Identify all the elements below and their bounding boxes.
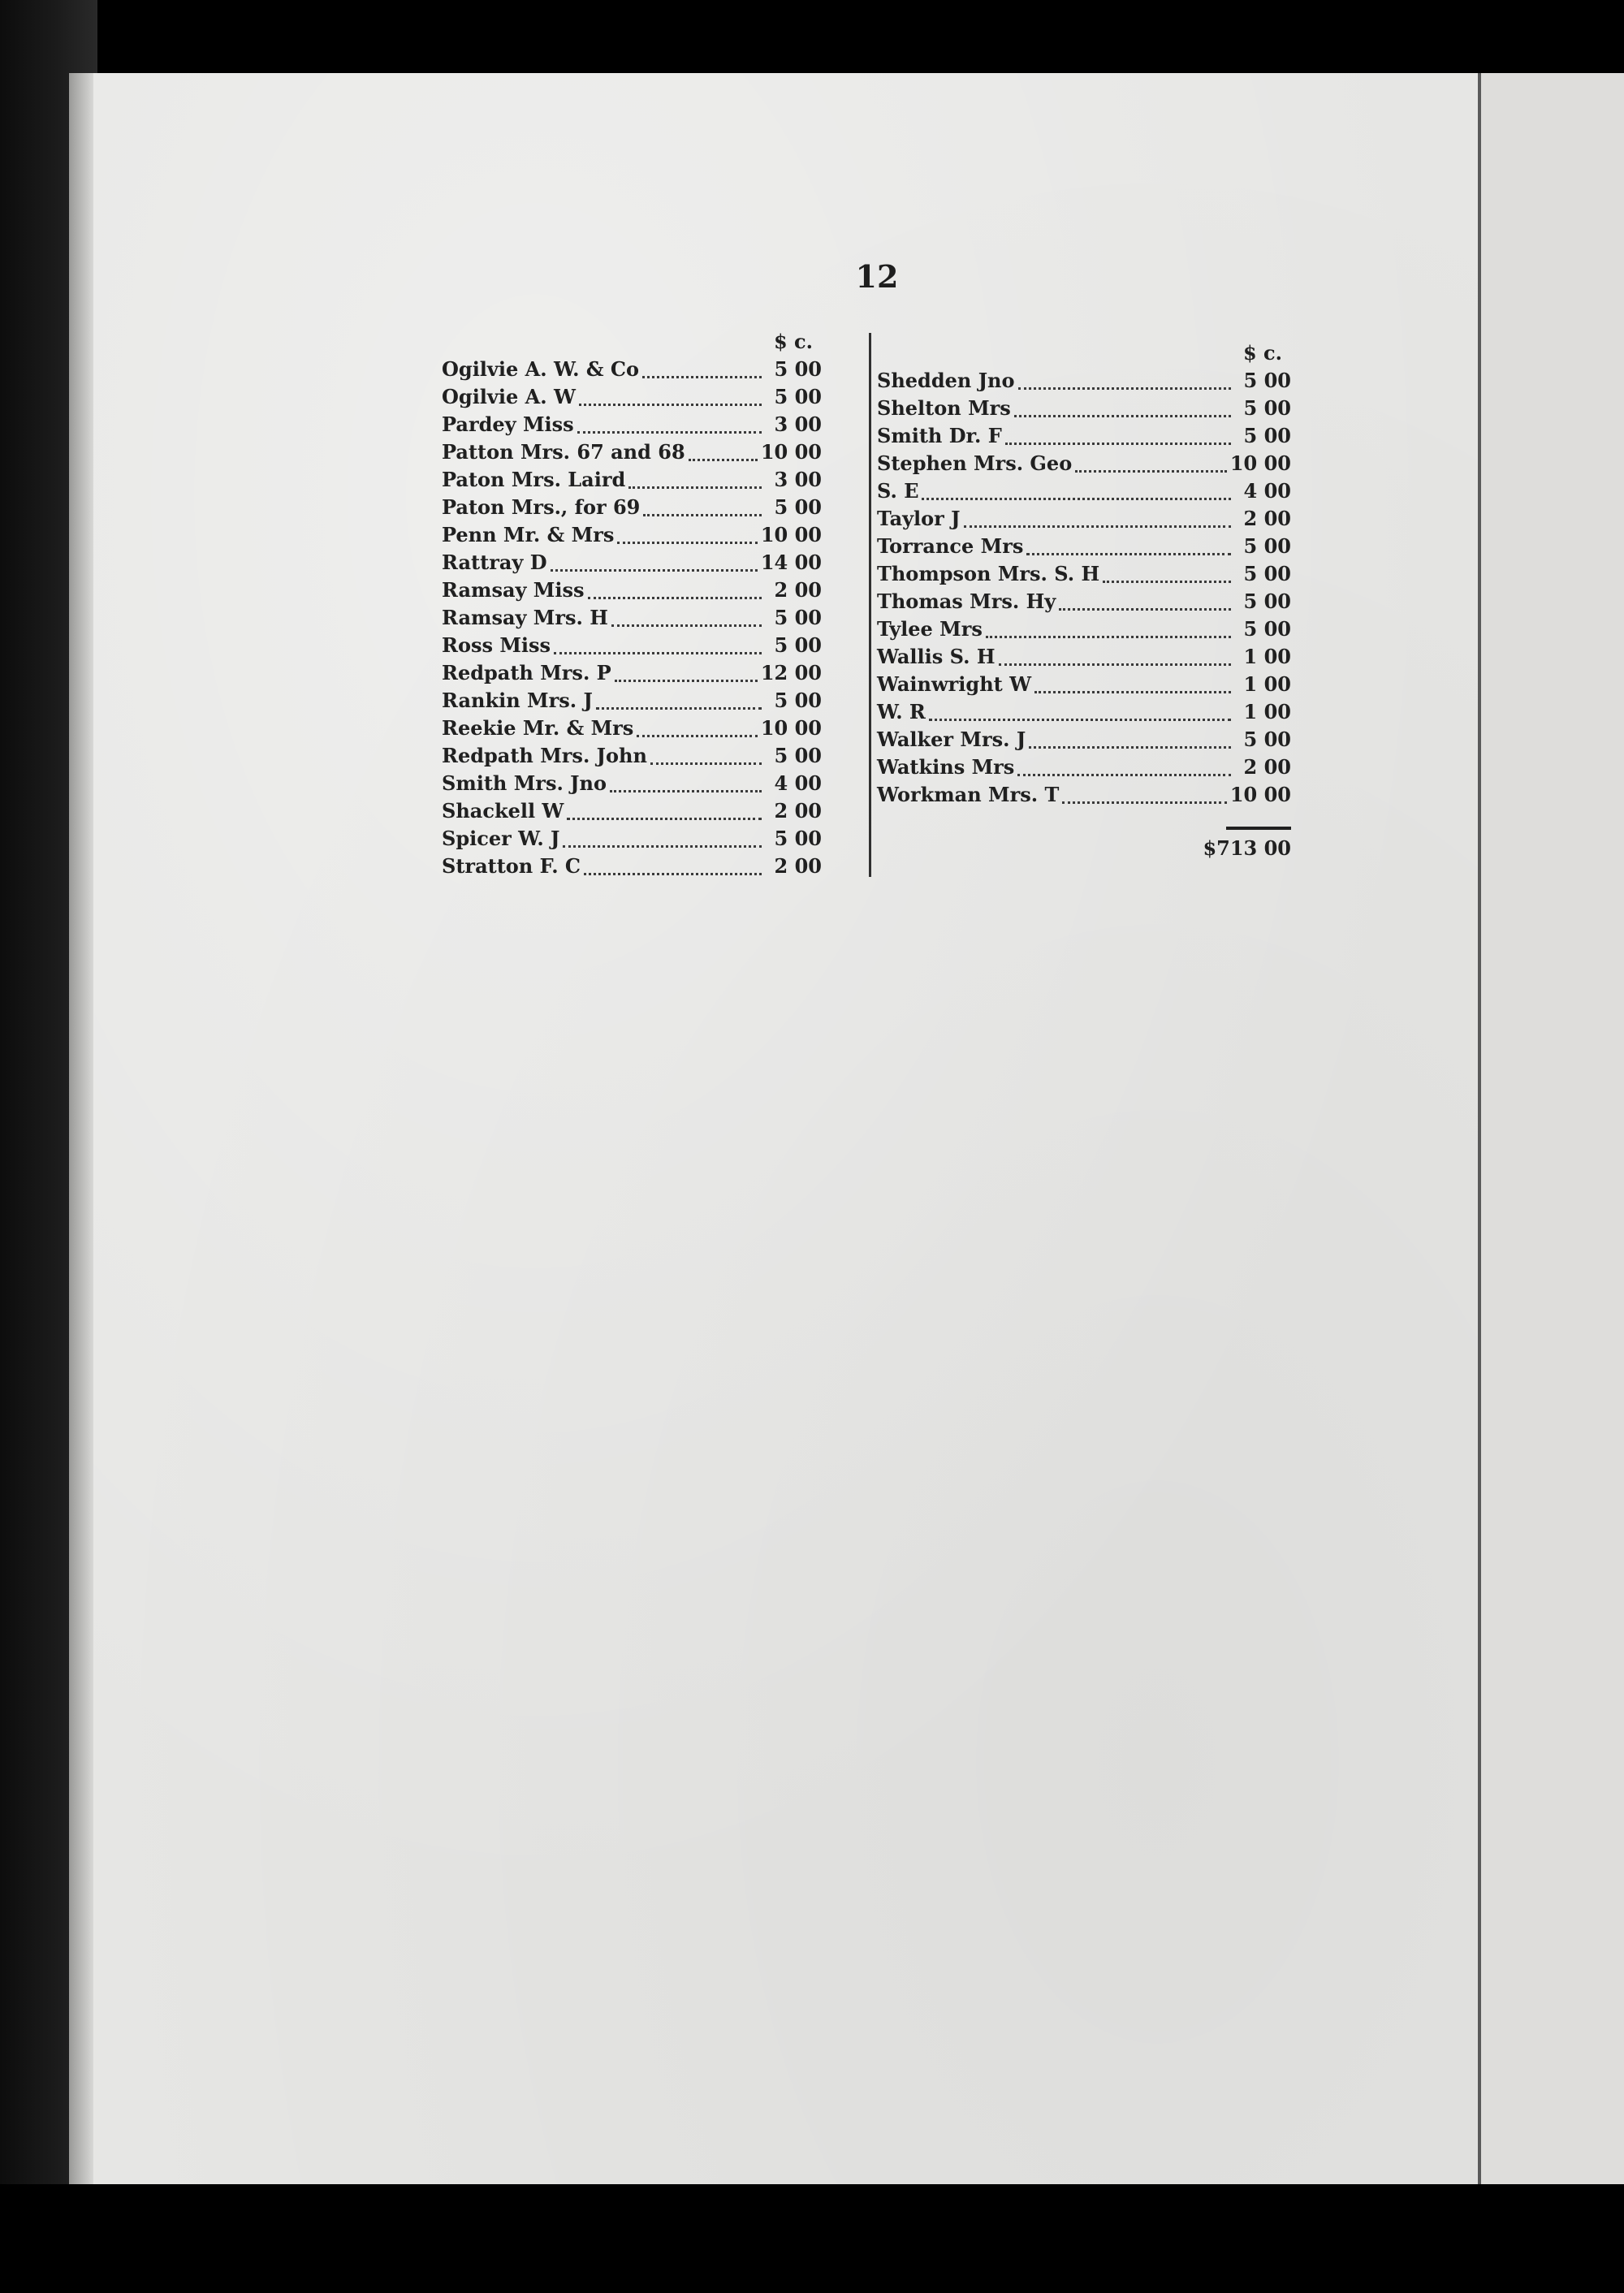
subscriber-name: Ramsay Mrs. H [442,606,608,629]
dot-leader [577,420,762,434]
subscription-entry [877,671,1291,698]
subscription-entry [877,726,1291,754]
dot-leader [1103,569,1231,583]
page-edge-shadow [69,73,93,2184]
dot-leader [596,696,762,710]
scanner-bottom-margin [0,2184,1624,2293]
subscription-amount: 10 00 [1229,451,1291,475]
subscriber-name: Wallis S. H [877,645,996,668]
dot-leader [611,613,762,627]
subscription-entry [442,770,822,797]
dot-leader [617,530,757,544]
subscription-entry [442,742,822,770]
subscription-amount: 2 00 [1243,755,1291,779]
subscriber-name: Pardey Miss [442,412,574,436]
subscription-entry [442,825,822,853]
subscription-entry [877,560,1291,588]
subscriber-name: Shackell W [442,799,564,823]
total-rule [1226,827,1291,830]
subscriber-name: Tylee Mrs [877,617,983,641]
dot-leader [551,558,758,572]
subscription-amount: 10 00 [760,716,822,740]
subscription-amount: 12 00 [760,661,822,684]
subscription-amount: 2 00 [774,854,822,878]
subscriber-name: Spicer W. J [442,827,560,850]
dot-leader [610,779,762,792]
subscription-amount: 1 00 [1243,672,1291,696]
document-page [69,73,1624,2184]
subscription-entry [442,549,822,576]
subscription-entry [877,450,1291,477]
dot-leader [584,861,762,875]
dot-leader [986,624,1231,638]
right-column-header [877,339,1291,367]
subscription-entry [442,356,822,383]
dot-leader [964,514,1231,528]
dot-leader [1059,597,1231,611]
subscriber-name: Redpath Mrs. John [442,744,647,767]
dot-leader [922,486,1231,500]
subscription-amount: 5 00 [1243,396,1291,420]
subscription-amount: 5 00 [774,744,822,767]
subscriber-name: Workman Mrs. T [877,783,1060,806]
dot-leader [929,707,1231,721]
subscriber-name: Rankin Mrs. J [442,689,593,712]
subscription-amount: 5 00 [774,827,822,850]
dot-leader [1075,459,1227,473]
subscription-entry [877,422,1291,450]
subscription-entry [442,466,822,494]
dollars-cents-header: $ c. [773,330,814,353]
subscription-entry [442,659,822,687]
dot-leader [689,447,758,461]
subscriber-name: Thompson Mrs. S. H [877,562,1100,585]
subscription-amount: 5 00 [1243,534,1291,558]
subscriber-name: Wainwright W [877,672,1032,696]
subscription-entry [877,505,1291,533]
dot-leader [554,641,762,654]
subscriber-name: Stratton F. C [442,854,581,878]
subscription-entry [442,521,822,549]
subscription-amount: 14 00 [760,551,822,574]
subscriber-name: Stephen Mrs. Geo [877,451,1073,475]
subscription-entry [877,698,1291,726]
dot-leader [637,723,758,737]
subscription-amount: 10 00 [760,523,822,546]
left-entry-list [442,356,822,880]
grand-total: $713 00 [1203,836,1291,860]
column-divider [869,333,871,877]
subscription-entry [877,477,1291,505]
dot-leader [999,652,1232,666]
subscriber-name: Ramsay Miss [442,578,585,602]
dot-leader [643,503,762,516]
subscription-amount: 5 00 [774,689,822,712]
adjacent-page-edge [1478,73,1624,2184]
subscription-amount: 5 00 [1243,728,1291,751]
dot-leader [1017,762,1231,776]
subscription-amount: 5 00 [1243,562,1291,585]
subscription-entry [442,383,822,411]
subscription-entry [877,533,1291,560]
subscriber-name: Taylor J [877,507,961,530]
dot-leader [579,392,762,406]
subscription-entry [442,715,822,742]
subscription-entry [442,687,822,715]
subscription-amount: 5 00 [774,357,822,381]
subscriber-name: Torrance Mrs [877,534,1024,558]
subscriber-name: Paton Mrs. Laird [442,468,626,491]
subscription-amount: 5 00 [774,606,822,629]
subscription-entry [877,615,1291,643]
dot-leader [1026,542,1231,555]
subscription-amount: 5 00 [774,385,822,408]
right-entry-list [877,367,1291,809]
dot-leader [563,834,762,848]
dot-leader [1014,404,1231,417]
right-subscription-column [877,339,1291,809]
subscription-entry [877,367,1291,395]
subscriber-name: Reekie Mr. & Mrs [442,716,634,740]
subscription-entry [442,604,822,632]
subscriber-name: Rattray D [442,551,547,574]
subscriber-name: S. E [877,479,919,503]
subscriber-name: Penn Mr. & Mrs [442,523,615,546]
subscription-entry [442,494,822,521]
subscription-entry [877,588,1291,615]
dot-leader [628,475,762,489]
subscriber-name: Paton Mrs., for 69 [442,495,641,519]
subscription-amount: 5 00 [1243,589,1291,613]
subscription-entry [442,411,822,438]
subscription-amount: 5 00 [1243,424,1291,447]
subscription-amount: 4 00 [1243,479,1291,503]
subscription-amount: 2 00 [1243,507,1291,530]
dot-leader [1062,790,1227,804]
subscriber-name: Redpath Mrs. P [442,661,611,684]
subscriber-name: Ogilvie A. W. & Co [442,357,639,381]
left-subscription-column [442,328,822,880]
subscription-entry [877,395,1291,422]
subscription-entry [877,643,1291,671]
subscription-amount: 2 00 [774,578,822,602]
subscription-entry [877,781,1291,809]
subscription-entry [877,754,1291,781]
dot-leader [1018,376,1232,390]
subscription-amount: 5 00 [1243,369,1291,392]
subscription-amount: 3 00 [774,468,822,491]
dollars-cents-header: $ c. [1242,341,1283,365]
subscription-entry [442,853,822,880]
left-column-header [442,328,822,356]
subscription-entry [442,576,822,604]
subscriber-name: Ogilvie A. W [442,385,576,408]
subscription-amount: 5 00 [1243,617,1291,641]
subscription-amount: 2 00 [774,799,822,823]
subscriber-name: Shedden Jno [877,369,1015,392]
subscription-amount: 5 00 [774,633,822,657]
subscription-amount: 10 00 [760,440,822,464]
subscriber-name: Shelton Mrs [877,396,1011,420]
subscriber-name: Smith Dr. F [877,424,1002,447]
subscription-entry [442,632,822,659]
subscription-amount: 3 00 [774,412,822,436]
subscriber-name: Patton Mrs. 67 and 68 [442,440,685,464]
dot-leader [642,365,762,378]
dot-leader [1029,735,1231,749]
subscriber-name: Smith Mrs. Jno [442,771,607,795]
subscription-amount: 5 00 [774,495,822,519]
subscriber-name: Walker Mrs. J [877,728,1026,751]
dot-leader [650,751,762,765]
subscription-amount: 1 00 [1243,700,1291,723]
subscription-amount: 1 00 [1243,645,1291,668]
subscriber-name: W. R [877,700,926,723]
dot-leader [615,668,758,682]
subscription-amount: 4 00 [774,771,822,795]
dot-leader [1034,680,1231,693]
subscription-entry [442,797,822,825]
subscriber-name: Ross Miss [442,633,551,657]
subscription-amount: 10 00 [1229,783,1291,806]
subscriber-name: Watkins Mrs [877,755,1015,779]
page-number: 12 [855,258,899,295]
subscriber-name: Thomas Mrs. Hy [877,589,1056,613]
subscription-entry [442,438,822,466]
dot-leader [588,585,762,599]
dot-leader [567,806,762,820]
dot-leader [1005,431,1231,445]
